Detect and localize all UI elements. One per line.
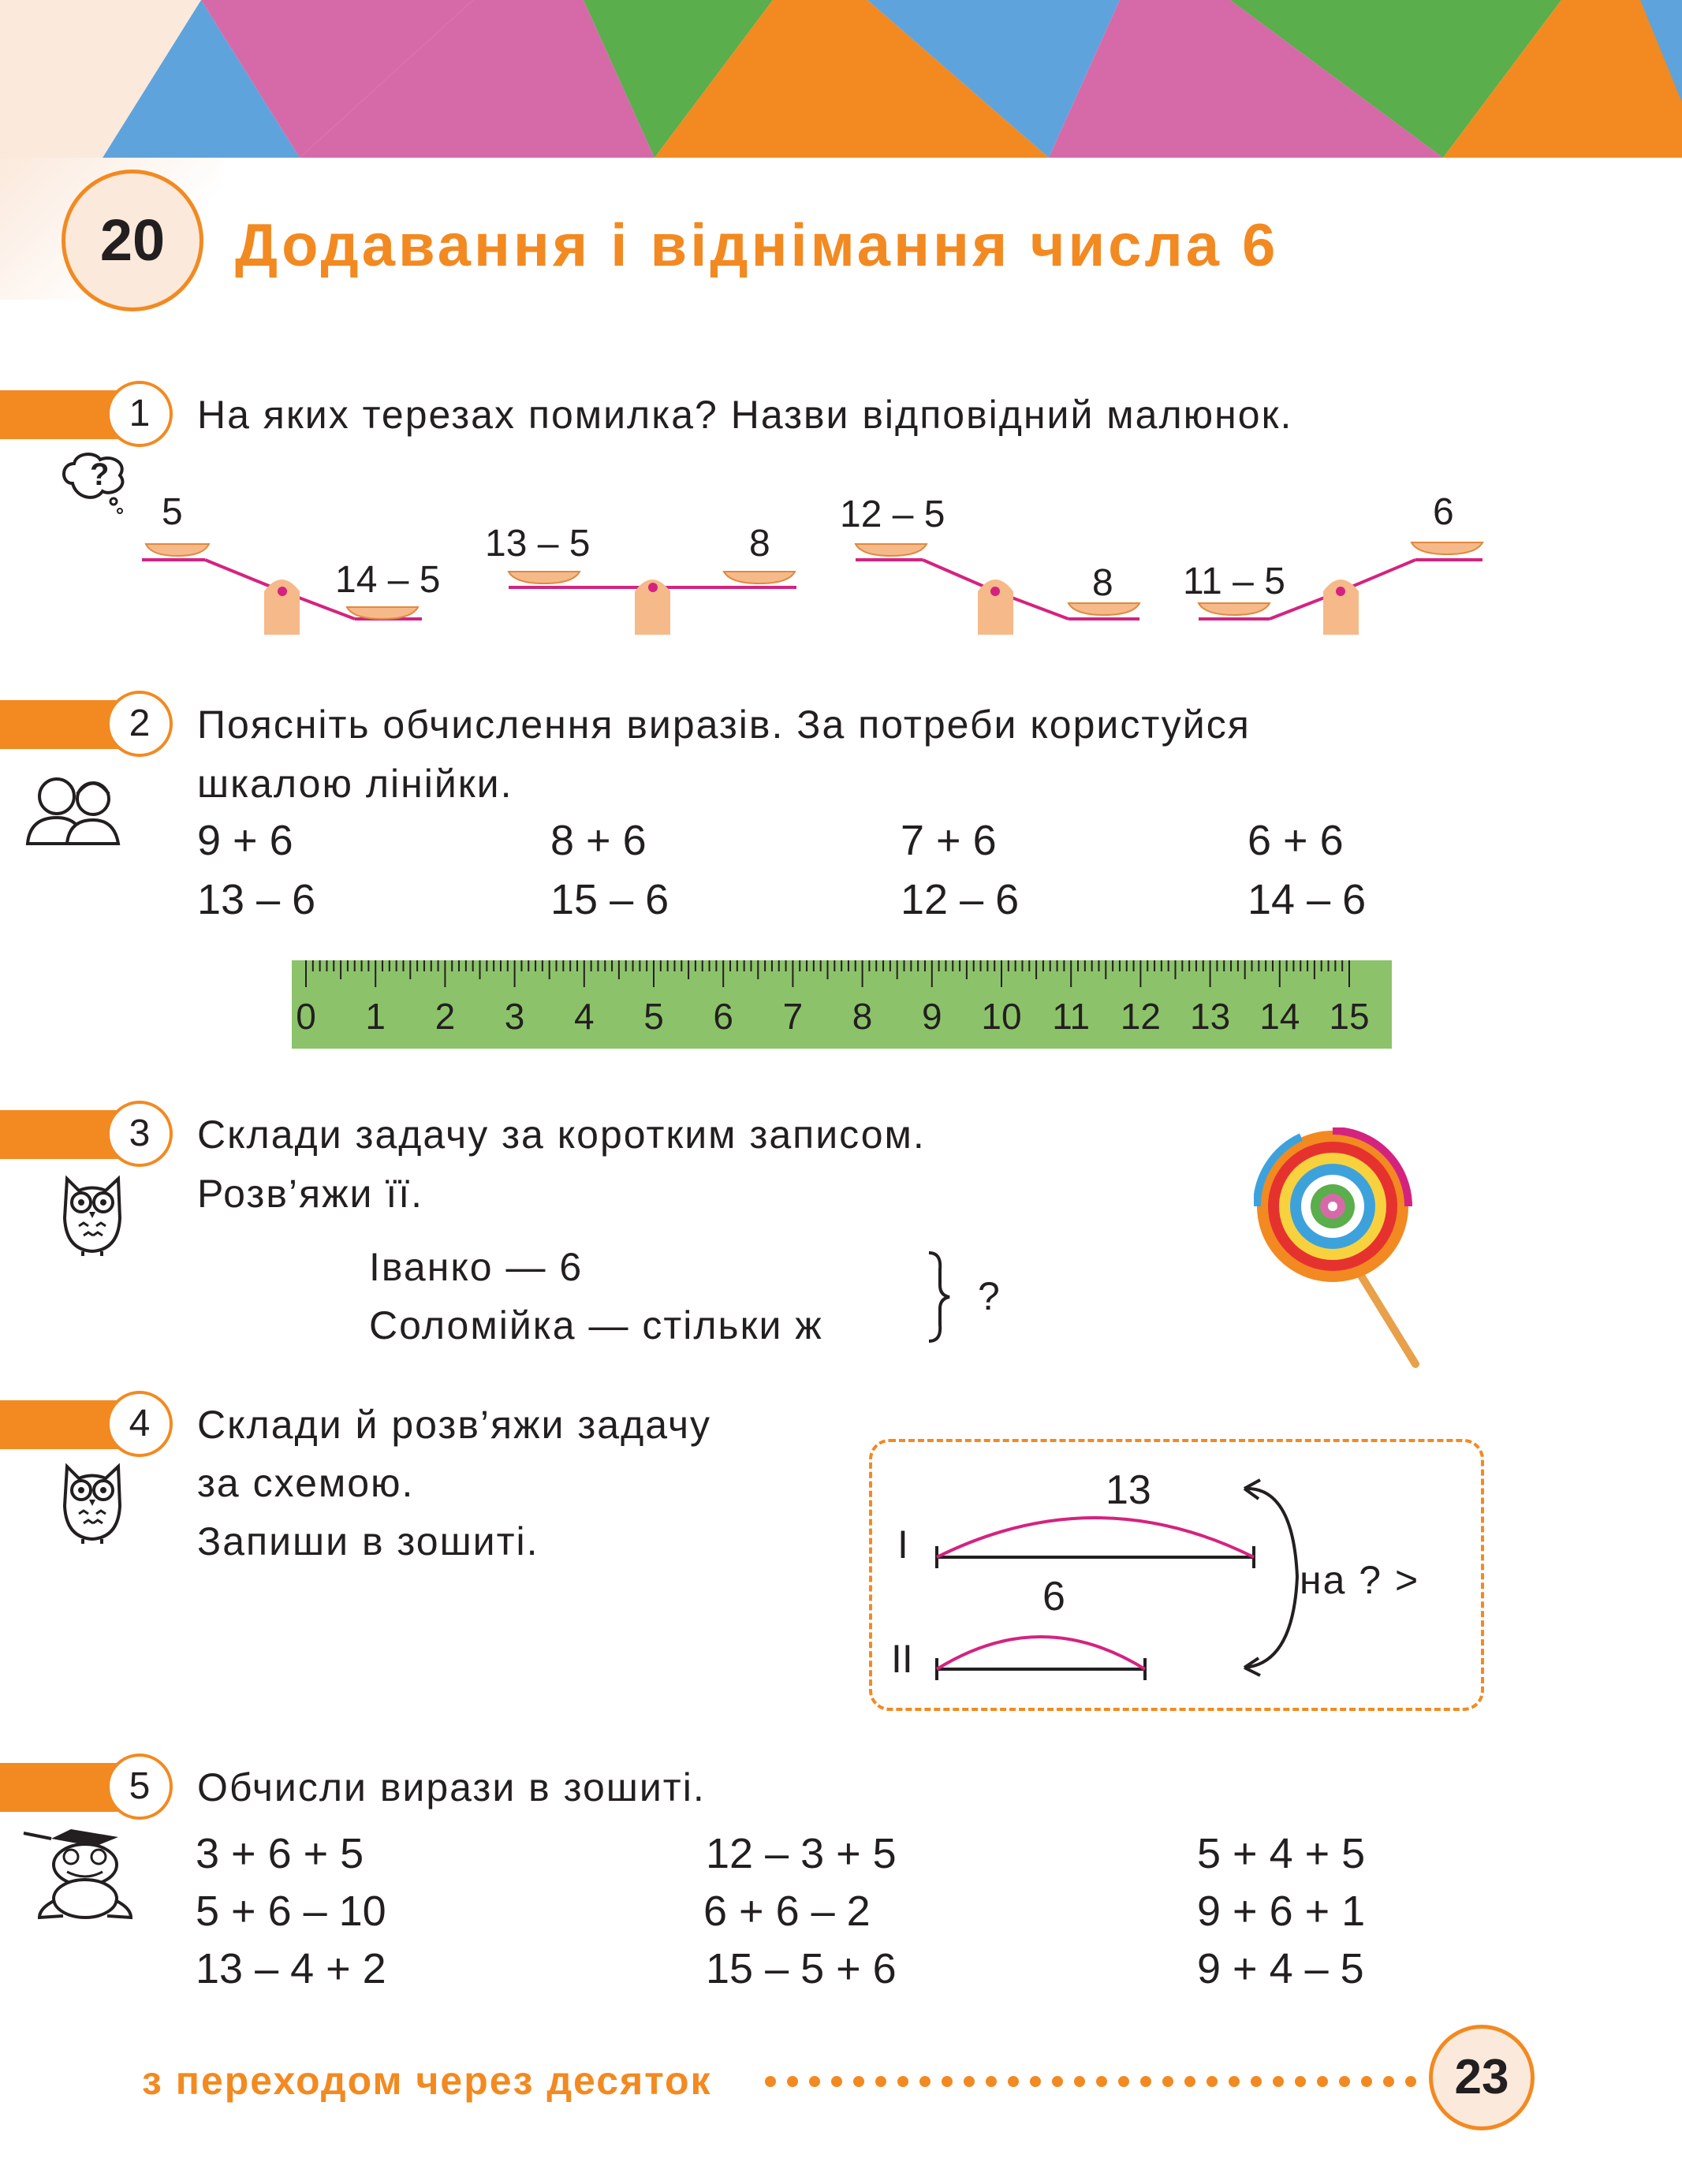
task-4-text-line-1: Склади й розв’яжи задачу	[197, 1403, 712, 1447]
task-2-text-line-2: шкалою лінійки.	[197, 762, 513, 806]
task-5-expr-2-1: 5 + 6 – 10	[196, 1888, 386, 1935]
scale-2-left-label: 13 – 5	[485, 523, 591, 565]
ruler-label: 15	[1329, 996, 1370, 1037]
lollipop-picture	[1254, 1127, 1435, 1372]
task-3-text-line-1: Склади задачу за коротким записом.	[197, 1112, 926, 1157]
task-4-text-line-3: Запиши в зошиті.	[197, 1519, 539, 1563]
footer-dot	[919, 2076, 931, 2087]
ruler-label: 11	[1052, 996, 1091, 1037]
scale-4-right-label: 6	[1433, 491, 1454, 533]
task-5-expr-2-2: 6 + 6 – 2	[703, 1888, 871, 1935]
footer-dot	[1251, 2076, 1262, 2087]
task-2-expr-1-4: 6 + 6	[1248, 817, 1344, 864]
footer-dot	[1030, 2076, 1041, 2087]
ruler-label: 13	[1190, 996, 1231, 1037]
footer-dot	[1383, 2076, 1394, 2087]
footer-dot	[986, 2076, 997, 2087]
scheme-value-6: 6	[1042, 1574, 1065, 1619]
footer-dot	[765, 2076, 776, 2087]
footer-dot	[787, 2076, 798, 2087]
ruler-label: 7	[782, 996, 804, 1037]
footer-dot	[1317, 2076, 1328, 2087]
task-5-expr-1-3: 5 + 4 + 5	[1197, 1830, 1366, 1877]
scale-4-left-label: 11 – 5	[1183, 561, 1285, 602]
task-5-expr-3-1: 13 – 4 + 2	[196, 1945, 386, 1992]
task-2-expr-1-2: 8 + 6	[550, 817, 647, 864]
task-2-number: 2	[106, 691, 173, 757]
footer-dot	[1184, 2076, 1195, 2087]
scale-1-left-label: 5	[162, 491, 183, 533]
ruler-label: 12	[1120, 996, 1161, 1037]
pair-work-icon	[24, 769, 122, 848]
top-banner	[0, 0, 1682, 166]
footer-dot	[853, 2076, 864, 2087]
task-2-expr-2-4: 14 – 6	[1248, 876, 1367, 923]
task-3-text-line-2: Розв’яжи її.	[197, 1172, 424, 1216]
footer-dot	[1140, 2076, 1151, 2087]
footer-caption: з переходом через десяток	[142, 2059, 712, 2103]
ruler-label: 2	[434, 996, 456, 1037]
task-3-question-mark: ?	[978, 1274, 1001, 1318]
page-number-badge	[1429, 2025, 1535, 2130]
task-5-expr-3-3: 9 + 4 – 5	[1197, 1945, 1364, 1992]
task-2-expr-2-3: 12 – 6	[901, 876, 1020, 923]
scheme-label-i: І	[897, 1522, 908, 1567]
task-5-expr-1-1: 3 + 6 + 5	[196, 1830, 364, 1877]
scale-3-right-label: 8	[1092, 562, 1113, 604]
ruler-label: 10	[981, 996, 1022, 1037]
footer-dot	[875, 2076, 886, 2087]
lesson-number: 20	[99, 207, 166, 273]
task-2-text-line-1: Поясніть обчислення виразів. За потреби користуйся	[197, 703, 1251, 747]
footer-dot	[942, 2076, 953, 2087]
scheme-label-ii: ІІ	[891, 1637, 913, 1681]
owl-icon	[55, 1171, 130, 1258]
task-1-number: 1	[106, 381, 173, 447]
lesson-number-badge	[62, 170, 203, 311]
footer-dotted-leader	[761, 2067, 1423, 2096]
footer-dot	[1405, 2076, 1416, 2087]
task-5-expr-2-3: 9 + 6 + 1	[1197, 1888, 1366, 1935]
task-3-number: 3	[106, 1101, 173, 1167]
owl-icon	[55, 1459, 130, 1545]
task-5-number: 5	[106, 1754, 173, 1820]
footer-dot	[1273, 2076, 1284, 2087]
footer-dot	[897, 2076, 908, 2087]
task-2-expr-2-1: 13 – 6	[197, 876, 316, 923]
footer-dot	[831, 2076, 842, 2087]
task-2-expr-1-1: 9 + 6	[197, 817, 293, 864]
ruler-label: 1	[365, 996, 386, 1037]
scheme-comparison: на ? >	[1300, 1558, 1420, 1602]
scale-3-left-label: 12 – 5	[840, 494, 945, 535]
footer-dot	[1339, 2076, 1350, 2087]
ruler-label: 0	[296, 996, 316, 1037]
footer-dot	[1008, 2076, 1019, 2087]
footer-dot	[1162, 2076, 1173, 2087]
scale-1-right-label: 14 – 5	[335, 559, 441, 601]
scale-2-right-label: 8	[749, 523, 770, 565]
footer-dot	[964, 2076, 975, 2087]
task-5-expr-1-2: 12 – 3 + 5	[706, 1830, 897, 1877]
footer-dot	[1295, 2076, 1306, 2087]
svg-text:?: ?	[90, 457, 110, 492]
task-4-number: 4	[106, 1391, 173, 1457]
task-5-expr-3-2: 15 – 5 + 6	[706, 1945, 897, 1992]
task-2-expr-1-3: 7 + 6	[901, 817, 997, 864]
ruler-label: 9	[922, 996, 942, 1037]
ruler-label: 5	[643, 996, 664, 1037]
footer-dot	[1361, 2076, 1372, 2087]
footer-dot	[1206, 2076, 1218, 2087]
page-number: 23	[1454, 2050, 1509, 2104]
scale-2	[509, 572, 796, 635]
footer-dot	[1118, 2076, 1129, 2087]
curly-brace-icon	[924, 1250, 956, 1344]
ruler-label: 3	[504, 996, 525, 1037]
footer-dot	[1074, 2076, 1085, 2087]
ruler-label: 4	[574, 996, 595, 1037]
scheme-value-13: 13	[1106, 1467, 1151, 1513]
ruler-label: 14	[1259, 996, 1300, 1037]
task-3-record-line-1: Іванко — 6	[369, 1245, 584, 1289]
ruler-label: 8	[852, 996, 873, 1037]
footer-dot	[1052, 2076, 1063, 2087]
task-3-record-line-2: Соломійка — стільки ж	[369, 1303, 823, 1347]
footer-dot	[1229, 2076, 1240, 2087]
task-2-expr-2-2: 15 – 6	[550, 876, 669, 923]
task-5-text: Обчисли вирази в зошиті.	[197, 1765, 706, 1809]
footer-dot	[1096, 2076, 1107, 2087]
task-4-text-line-2: за схемою.	[197, 1461, 415, 1505]
page-title: Додавання і віднімання числа 6	[235, 212, 1279, 279]
footer-dot	[809, 2076, 820, 2087]
ruler-label: 6	[713, 996, 733, 1037]
frog-graduate-icon	[16, 1821, 142, 1924]
task-1-text: На яких терезах помилка? Назви відповідний малюнок.	[197, 393, 1293, 437]
